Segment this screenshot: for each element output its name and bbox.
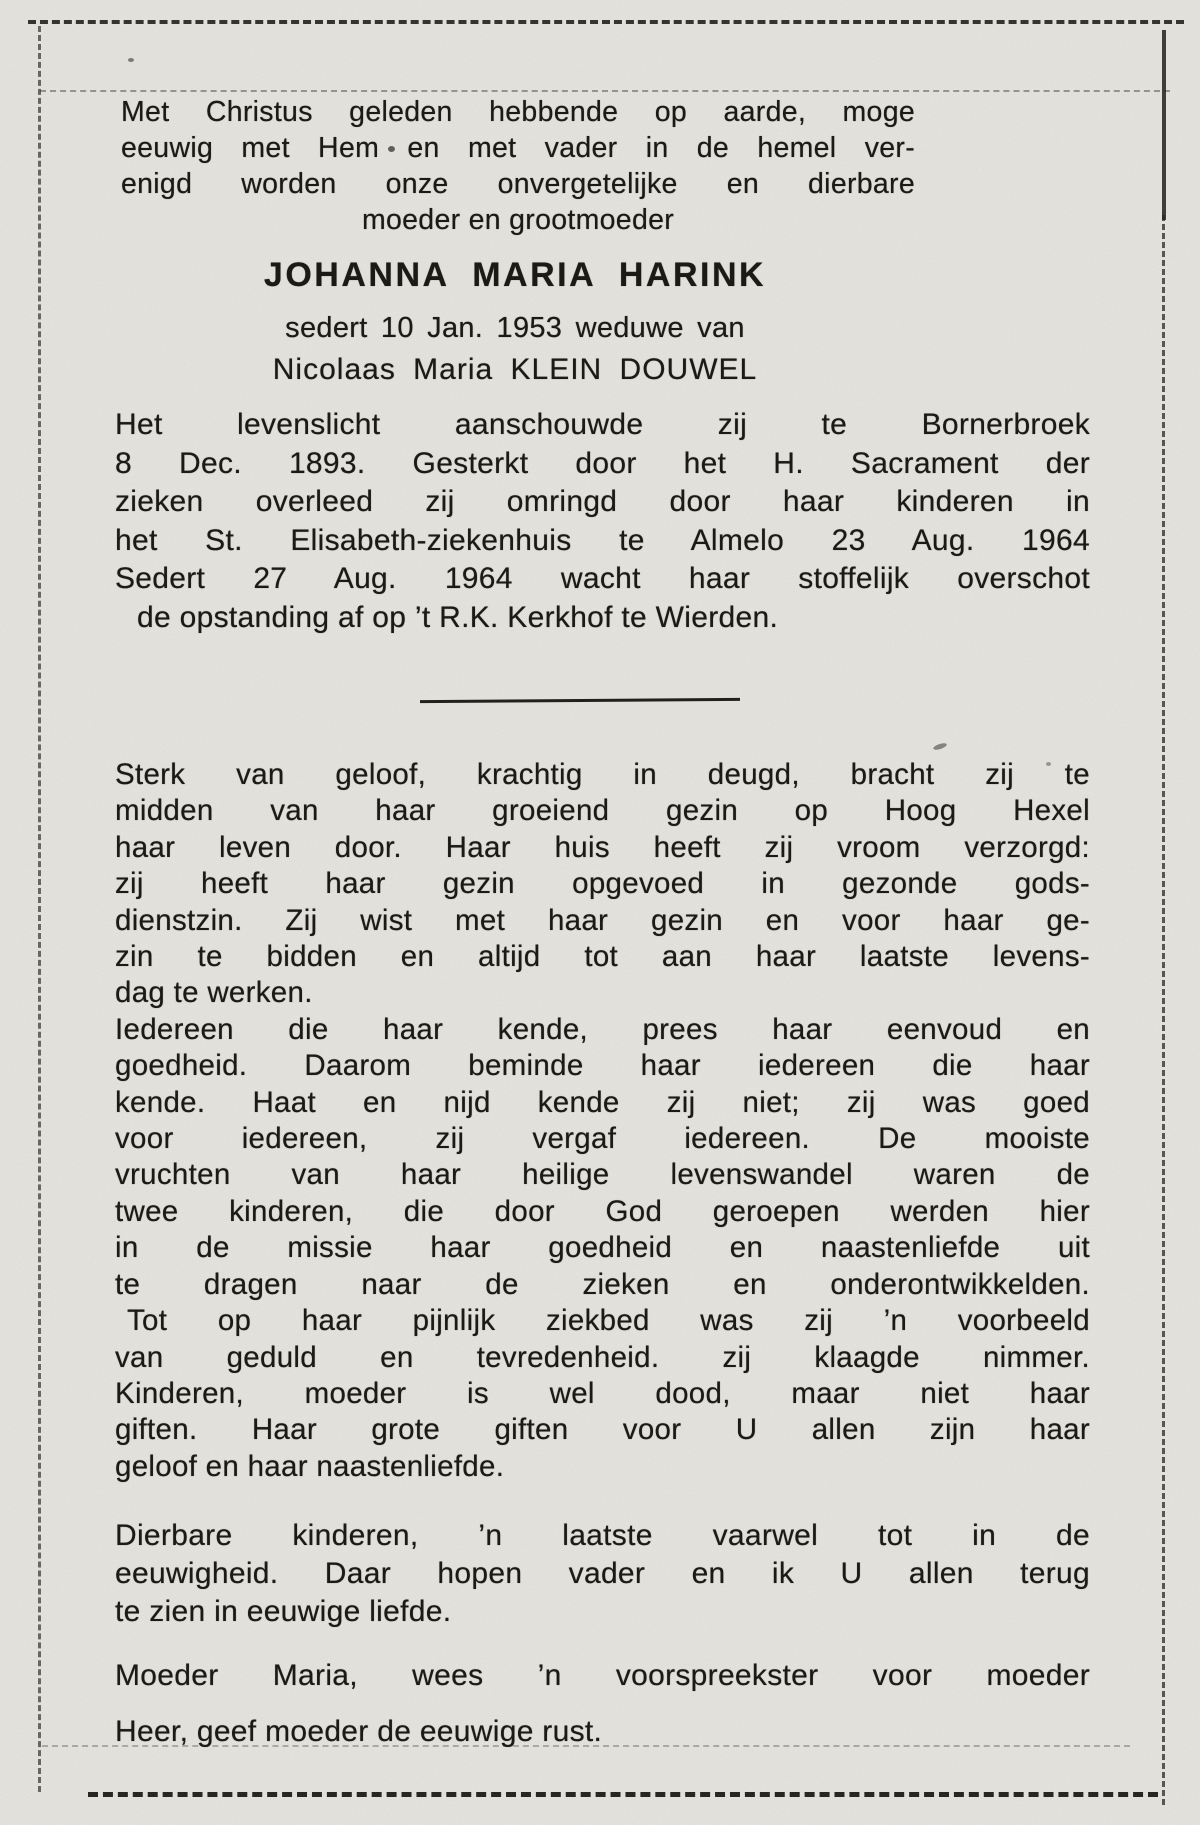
- deceased-name: JOHANNA MARIA HARINK: [263, 256, 767, 294]
- eulogy-line: voor iedereen, zij vergaf iedereen. De mooiste: [115, 1122, 1090, 1156]
- farewell-line: te zien in eeuwige liefde.: [115, 1595, 452, 1629]
- bio-line: 8 Dec. 1893. Gesterkt door het H. Sacrament der: [115, 446, 1090, 480]
- intro-paragraph: [121, 94, 915, 238]
- biography-paragraph: [115, 406, 1090, 637]
- eulogy-line: twee kinderen, die door God geroepen werden hier: [115, 1194, 1090, 1228]
- bio-line: Het levenslicht aanschouwde zij te Bornerbroek: [115, 408, 1090, 441]
- prayer-line: Moeder Maria, wees ’n voorspreekster voor moeder: [115, 1659, 1090, 1693]
- widow-line: sedert 10 Jan. 1953 weduwe van: [285, 312, 745, 344]
- eulogy-line: kende. Haat en nijd kende zij niet; zij was goed: [115, 1085, 1090, 1119]
- bio-line: Sedert 27 Aug. 1964 wacht haar stoffelijk overschot: [115, 562, 1090, 595]
- heading-block: [115, 252, 915, 392]
- intro-line: eeuwig met Hem en met vader in de hemel ver-: [121, 132, 915, 164]
- eulogy-line: midden van haar groeiend gezin op Hoog Hexel: [115, 794, 1090, 828]
- scan-border-bottom: [88, 1792, 1158, 1797]
- eulogy-line: Sterk van geloof, krachtig in deugd, bracht zij te: [115, 758, 1090, 791]
- eulogy-paragraph: [115, 757, 1090, 1485]
- intro-line: Met Christus geleden hebbende op aarde, moge: [121, 96, 915, 128]
- eulogy-line: zij heeft haar gezin opgevoed in gezonde gods-: [115, 867, 1090, 901]
- eulogy-line: geloof en haar naastenliefde.: [115, 1449, 505, 1483]
- eulogy-line: van geduld en tevredenheid. zij klaagde nimmer.: [115, 1340, 1090, 1374]
- eulogy-line: te dragen naar de zieken en onderontwikkelden.: [115, 1267, 1090, 1301]
- eulogy-line: in de missie haar goedheid en naastenliefde uit: [115, 1231, 1090, 1265]
- bio-line: de opstanding af op ’t R.K. Kerkhof te Wierden.: [137, 600, 779, 634]
- eulogy-line: Iedereen die haar kende, prees haar eenvoud en: [115, 1012, 1090, 1046]
- intro-line: enigd worden onze onvergetelijke en dierbare: [121, 168, 915, 200]
- eulogy-line: Kinderen, moeder is wel dood, maar niet haar: [115, 1376, 1090, 1410]
- intro-line: moeder en grootmoeder: [361, 204, 675, 236]
- bio-line: zieken overleed zij omringd door haar kinderen in: [115, 485, 1090, 518]
- eulogy-line: dag te werken.: [115, 976, 313, 1010]
- eulogy-line: goedheid. Daarom beminde haar iedereen die haar: [115, 1049, 1090, 1083]
- eulogy-line: giften. Haar grote giften voor U allen zijn haar: [115, 1413, 1090, 1447]
- farewell-line: eeuwigheid. Daar hopen vader en ik U allen terug: [115, 1557, 1090, 1591]
- eulogy-line: haar leven door. Haar huis heeft zij vroom verzorgd:: [115, 830, 1090, 864]
- farewell-paragraph: [115, 1517, 1090, 1631]
- eulogy-line: Tot op haar pijnlijk ziekbed was zij ’n voorbeeld: [127, 1304, 1090, 1338]
- eulogy-line: zin te bidden en altijd tot aan haar laatste levens-: [115, 940, 1090, 974]
- eulogy-line: dienstzin. Zij wist met haar gezin en voor haar ge-: [115, 903, 1090, 937]
- prayer-line: Heer, geef moeder de eeuwige rust.: [115, 1715, 603, 1749]
- eulogy-line: vruchten van haar heilige levenswandel waren de: [115, 1158, 1090, 1192]
- bio-line: het St. Elisabeth-ziekenhuis te Almelo 23 Aug. 1964: [115, 523, 1090, 557]
- husband-name: Nicolaas Maria KLEIN DOUWEL: [272, 353, 758, 386]
- farewell-line: Dierbare kinderen, ’n laatste vaarwel tot in de: [115, 1519, 1090, 1553]
